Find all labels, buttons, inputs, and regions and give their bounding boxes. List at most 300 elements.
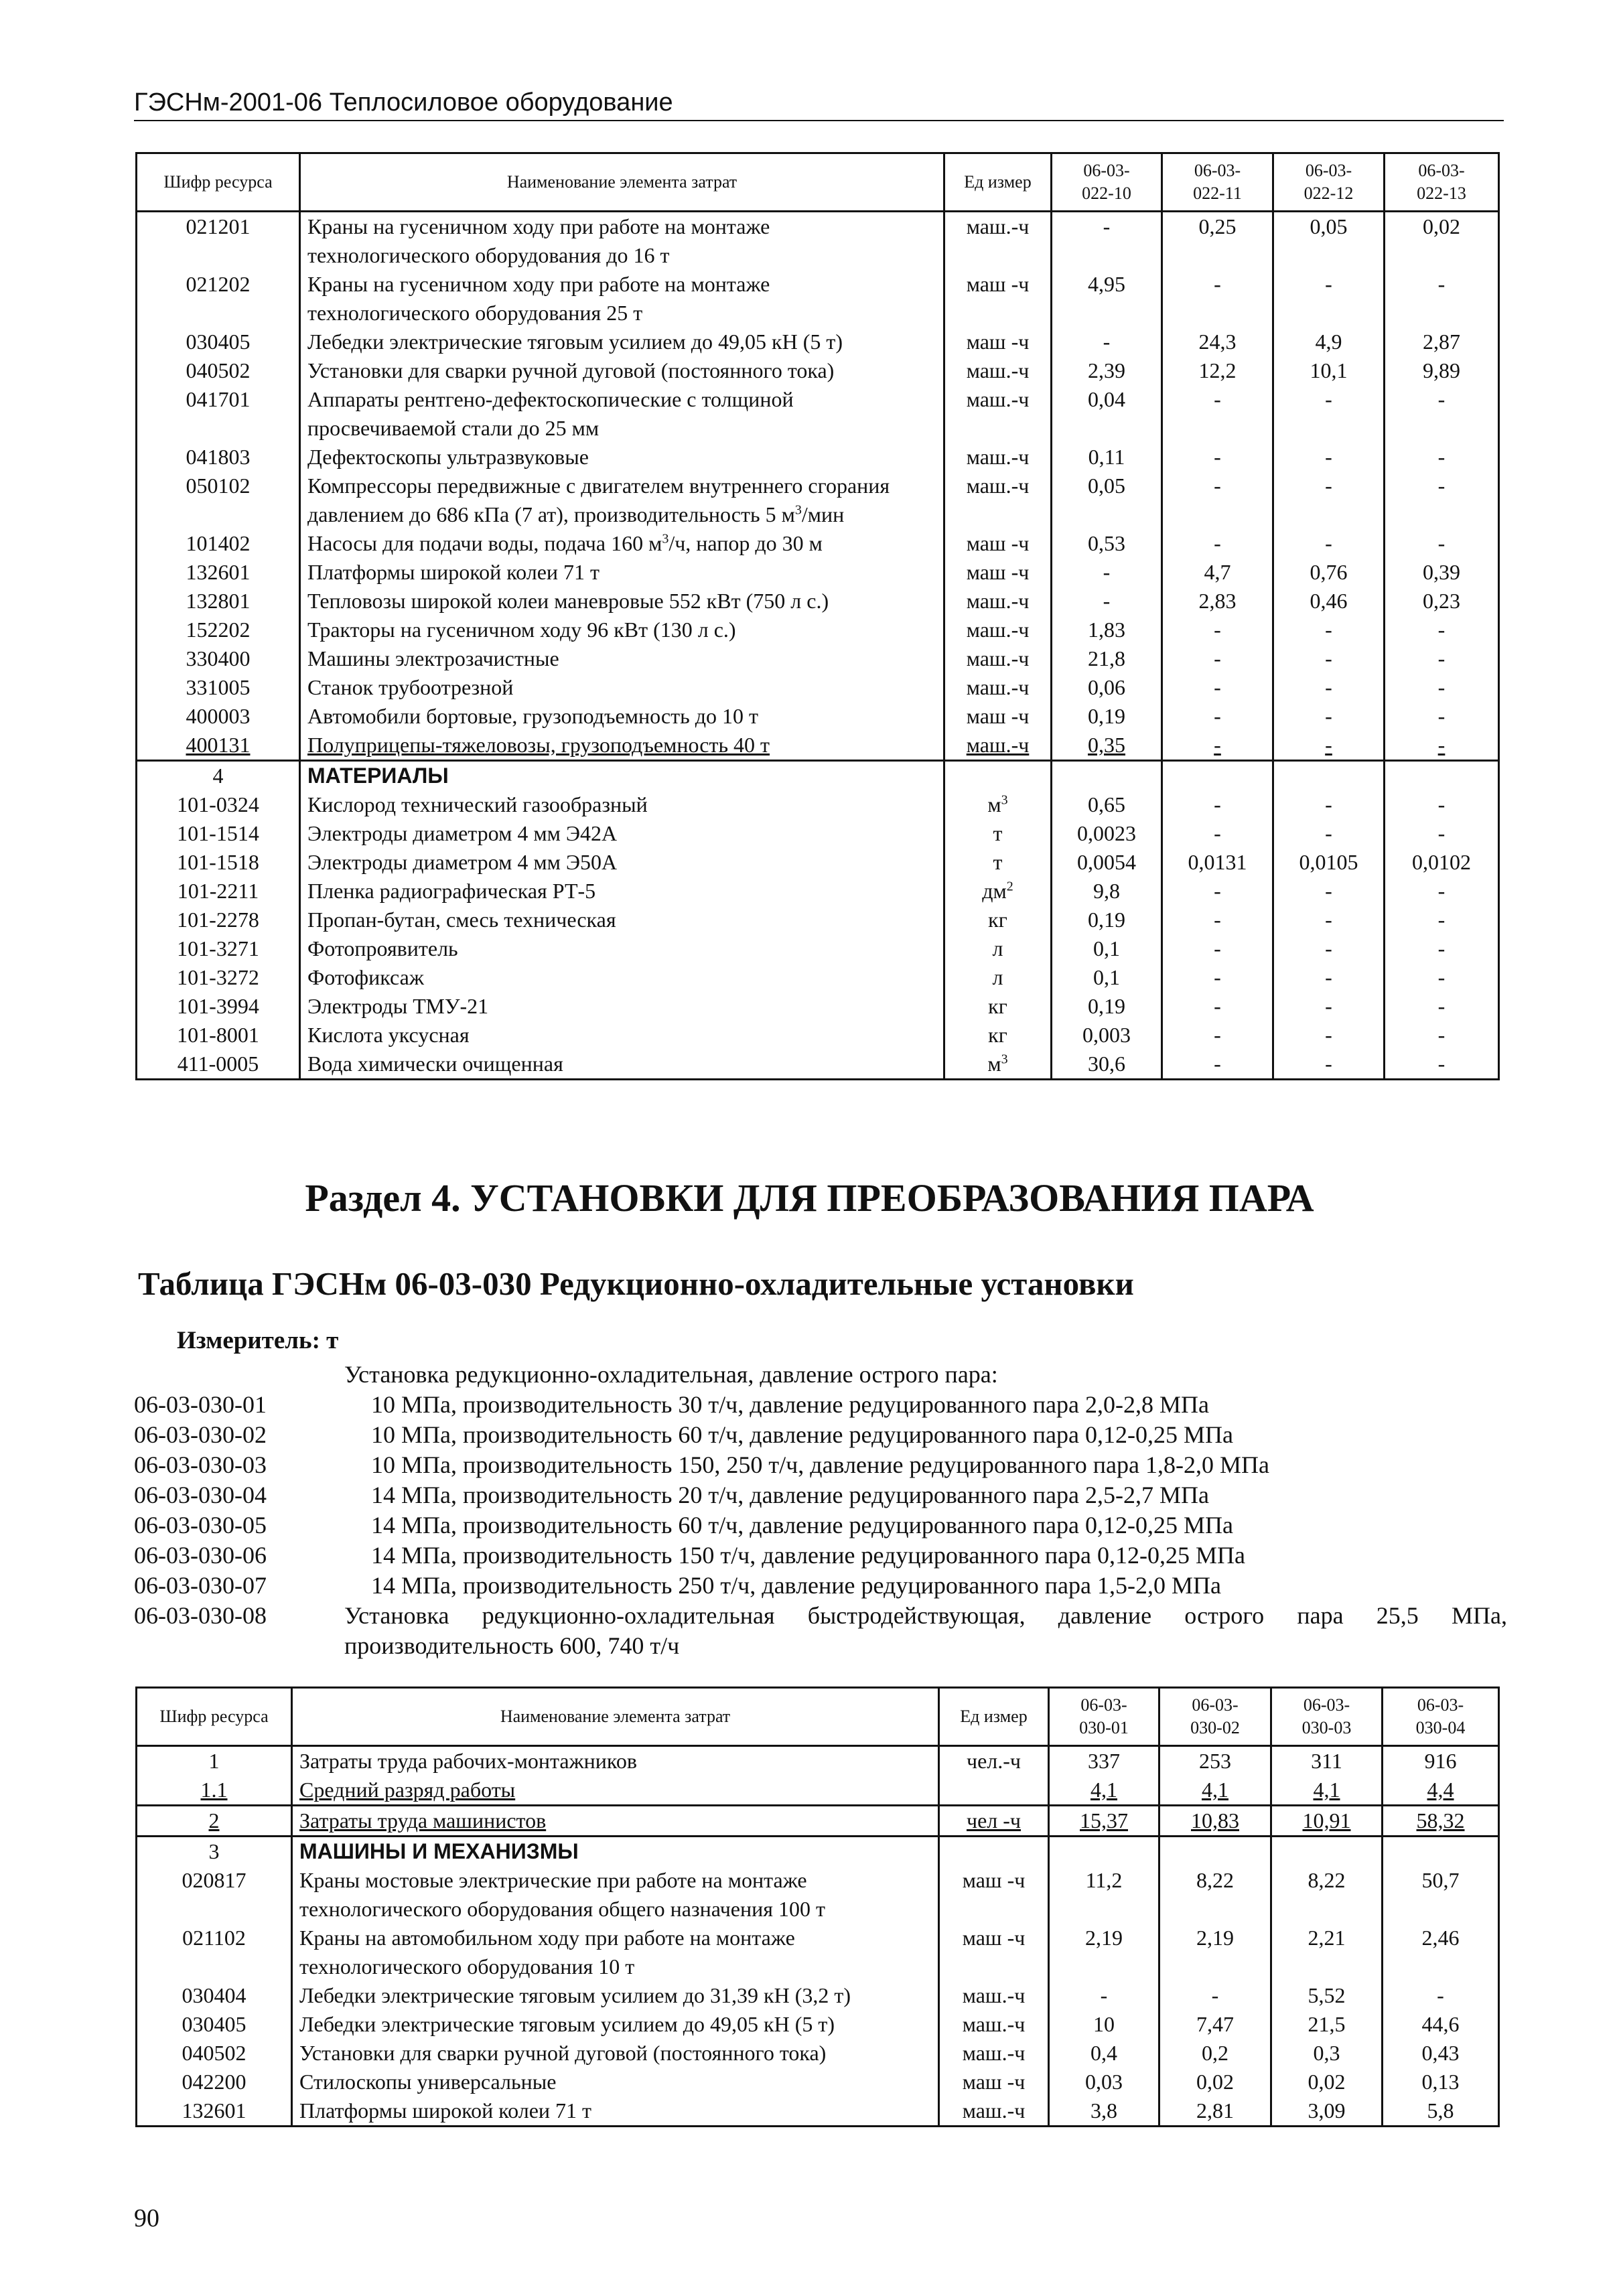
unit-cell xyxy=(939,1776,1049,1806)
table-row xyxy=(137,963,1499,992)
value-cell: 10,91 xyxy=(1271,1806,1383,1837)
value-cell: - xyxy=(1385,529,1499,558)
table-row xyxy=(137,992,1499,1021)
table-row xyxy=(137,702,1499,731)
value-cell: 21,8 xyxy=(1052,644,1162,673)
resource-code: 020817 xyxy=(137,1866,292,1924)
value-cell: - xyxy=(1273,644,1385,673)
value-cell: 0,19 xyxy=(1052,992,1162,1021)
resource-code: 040502 xyxy=(137,356,300,385)
value-cell: 2,21 xyxy=(1271,1924,1383,1981)
unit-cell: маш -ч xyxy=(944,702,1052,731)
value-cell: - xyxy=(1273,270,1385,328)
value-cell: - xyxy=(1273,702,1385,731)
table-row xyxy=(137,1866,1499,1924)
value-cell: 2,87 xyxy=(1385,328,1499,356)
value-cell: - xyxy=(1273,934,1385,963)
value-cell: 0,06 xyxy=(1052,673,1162,702)
resource-table-030 xyxy=(135,1687,1500,2127)
unit-cell: чел.-ч xyxy=(939,1746,1049,1776)
value-cell: - xyxy=(1385,819,1499,848)
variant-row xyxy=(134,1510,1507,1540)
value-cell: - xyxy=(1162,443,1273,472)
cost-element-name: Краны на автомобильном ходу при работе на монтаже технологического оборудования 10 т xyxy=(292,1924,939,1981)
value-cell: 0,76 xyxy=(1273,558,1385,587)
table-row xyxy=(137,1050,1499,1080)
resource-code: 132801 xyxy=(137,587,300,616)
value-cell: 10,1 xyxy=(1273,356,1385,385)
value-cell: 21,5 xyxy=(1271,2010,1383,2039)
unit-cell: маш.-ч xyxy=(944,587,1052,616)
table-row xyxy=(137,270,1499,328)
variant-row xyxy=(134,1450,1507,1480)
value-cell: 2,19 xyxy=(1159,1924,1271,1981)
unit-cell: маш.-ч xyxy=(939,1981,1049,2010)
value-cell: - xyxy=(1385,616,1499,644)
unit-cell: кг xyxy=(944,1021,1052,1050)
variants-list xyxy=(134,1390,1507,1661)
unit-cell: маш.-ч xyxy=(944,356,1052,385)
value-cell: - xyxy=(1385,472,1499,529)
column-header-3: 06-03- 022-10 xyxy=(1052,153,1162,212)
value-cell: 311 xyxy=(1271,1746,1383,1776)
value-cell: 58,32 xyxy=(1383,1806,1499,1837)
column-header-5: 06-03- 022-12 xyxy=(1273,153,1385,212)
value-cell: 253 xyxy=(1159,1746,1271,1776)
value-cell: 44,6 xyxy=(1383,2010,1499,2039)
value-cell: - xyxy=(1273,385,1385,443)
value-cell: 4,95 xyxy=(1052,270,1162,328)
variant-text: 10 МПа, производительность 150, 250 т/ч, давление редуцированного пара 1,8-2,0 МПа xyxy=(371,1451,1269,1478)
resource-code: 132601 xyxy=(137,2096,292,2127)
resource-code: 101-8001 xyxy=(137,1021,300,1050)
resource-code: 101-1518 xyxy=(137,848,300,877)
value-cell: 0,003 xyxy=(1052,1021,1162,1050)
value-cell: - xyxy=(1162,1021,1273,1050)
cost-element-name: Средний разряд работы xyxy=(292,1776,939,1806)
variant-text: 14 МПа, производительность 250 т/ч, давление редуцированного пара 1,5-2,0 МПа xyxy=(371,1572,1221,1599)
resource-code: 041803 xyxy=(137,443,300,472)
unit-cell: маш.-ч xyxy=(944,673,1052,702)
value-cell: 5,52 xyxy=(1271,1981,1383,2010)
cost-element-name: Станок трубоотрезной xyxy=(300,673,944,702)
column-header-4: 06-03- 022-11 xyxy=(1162,153,1273,212)
unit-cell: маш -ч xyxy=(939,1866,1049,1924)
value-cell: 0,0105 xyxy=(1273,848,1385,877)
value-cell: 0,02 xyxy=(1159,2068,1271,2096)
table-row xyxy=(137,2096,1499,2127)
unit-cell: кг xyxy=(944,906,1052,934)
column-header-3: 06-03- 030-01 xyxy=(1049,1688,1159,1746)
table-header-row xyxy=(137,153,1499,212)
value-cell xyxy=(1385,761,1499,791)
value-cell xyxy=(1273,761,1385,791)
resource-code: 041701 xyxy=(137,385,300,443)
variant-code: 06-03-030-08 xyxy=(134,1602,267,1629)
cost-element-name: Тракторы на гусеничном ходу 96 кВт (130 л с.) xyxy=(300,616,944,644)
value-cell: - xyxy=(1273,443,1385,472)
value-cell: - xyxy=(1385,673,1499,702)
table-row xyxy=(137,1981,1499,2010)
value-cell: 0,43 xyxy=(1383,2039,1499,2068)
unit-cell: $м^3$ xyxy=(944,790,1052,819)
table-row xyxy=(137,934,1499,963)
value-cell: - xyxy=(1162,616,1273,644)
value-cell: - xyxy=(1273,877,1385,906)
variant-code: 06-03-030-04 xyxy=(134,1482,267,1508)
value-cell: 8,22 xyxy=(1159,1866,1271,1924)
unit-cell: маш -ч xyxy=(944,270,1052,328)
value-cell: - xyxy=(1385,877,1499,906)
value-cell: 0,19 xyxy=(1052,702,1162,731)
value-cell: 0,1 xyxy=(1052,934,1162,963)
cost-element-name: Пленка радиографическая РТ-5 xyxy=(300,877,944,906)
resource-code: 411-0005 xyxy=(137,1050,300,1080)
value-cell: - xyxy=(1273,819,1385,848)
value-cell: - xyxy=(1162,1050,1273,1080)
cost-element-name: Тепловозы широкой колеи маневровые 552 кВт (750 л с.) xyxy=(300,587,944,616)
cost-element-name: Лебедки электрические тяговым усилием до 49,05 кН (5 т) xyxy=(292,2010,939,2039)
column-header-0: Шифр ресурса xyxy=(137,1688,292,1746)
value-cell: - xyxy=(1273,1021,1385,1050)
variant-text: 10 МПа, производительность 60 т/ч, давление редуцированного пара 0,12-0,25 МПа xyxy=(371,1421,1233,1448)
value-cell xyxy=(1383,1837,1499,1867)
value-cell: 0,4 xyxy=(1049,2039,1159,2068)
value-cell: 2,19 xyxy=(1049,1924,1159,1981)
cost-element-name: Компрессоры передвижные с двигателем внутреннего сгорания давлением до 686 кПа (7 ат), производительность 5 $м^3$/мин xyxy=(300,472,944,529)
cost-element-name: Установки для сварки ручной дуговой (постоянного тока) xyxy=(292,2039,939,2068)
table-row xyxy=(137,1746,1499,1776)
meter-value: т xyxy=(326,1327,339,1354)
table-row xyxy=(137,2068,1499,2096)
resource-code: 040502 xyxy=(137,2039,292,2068)
table-row xyxy=(137,819,1499,848)
value-cell: 15,37 xyxy=(1049,1806,1159,1837)
value-cell: 0,65 xyxy=(1052,790,1162,819)
value-cell: 4,1 xyxy=(1049,1776,1159,1806)
resource-code: 101-1514 xyxy=(137,819,300,848)
unit-cell: маш.-ч xyxy=(944,212,1052,271)
value-cell: - xyxy=(1162,731,1273,761)
value-cell: - xyxy=(1385,270,1499,328)
cost-element-name: Электроды ТМУ-21 xyxy=(300,992,944,1021)
value-cell: 0,46 xyxy=(1273,587,1385,616)
unit-cell: маш -ч xyxy=(939,2068,1049,2096)
variant-code: 06-03-030-07 xyxy=(134,1572,267,1599)
value-cell: 2,83 xyxy=(1162,587,1273,616)
unit-cell: маш.-ч xyxy=(939,2039,1049,2068)
value-cell: - xyxy=(1159,1981,1271,2010)
unit-cell: маш.-ч xyxy=(944,385,1052,443)
resource-code: 1.1 xyxy=(137,1776,292,1806)
value-cell: 0,0131 xyxy=(1162,848,1273,877)
resource-code: 021202 xyxy=(137,270,300,328)
cost-element-name: Платформы широкой колеи 71 т xyxy=(292,2096,939,2127)
value-cell: - xyxy=(1162,644,1273,673)
cost-element-name: Вода химически очищенная xyxy=(300,1050,944,1080)
value-cell: - xyxy=(1162,673,1273,702)
unit-cell: т xyxy=(944,848,1052,877)
value-cell: - xyxy=(1162,790,1273,819)
value-cell: 0,25 xyxy=(1162,212,1273,271)
value-cell: - xyxy=(1049,1981,1159,2010)
value-cell xyxy=(1049,1837,1159,1867)
value-cell: - xyxy=(1162,992,1273,1021)
variant-code: 06-03-030-05 xyxy=(134,1512,267,1538)
cost-element-name: Аппараты рентгено-дефектоскопические с толщиной просвечиваемой стали до 25 мм xyxy=(300,385,944,443)
column-header-1: Наименование элемента затрат xyxy=(292,1688,939,1746)
table-row xyxy=(137,731,1499,761)
group-header-row xyxy=(137,1837,1499,1867)
variant-row xyxy=(134,1390,1507,1420)
table-row xyxy=(137,1021,1499,1050)
value-cell: - xyxy=(1052,328,1162,356)
value-cell: - xyxy=(1052,587,1162,616)
cost-element-name: Лебедки электрические тяговым усилием до 49,05 кН (5 т) xyxy=(300,328,944,356)
header-title: ГЭСНм-2001-06 Теплосиловое оборудование xyxy=(134,88,673,117)
cost-element-name: Краны мостовые электрические при работе на монтаже технологического оборудования общего назначения 100 т xyxy=(292,1866,939,1924)
value-cell: - xyxy=(1273,529,1385,558)
variant-code: 06-03-030-02 xyxy=(134,1421,267,1448)
table-row xyxy=(137,443,1499,472)
table-row xyxy=(137,877,1499,906)
value-cell: 2,81 xyxy=(1159,2096,1271,2127)
unit-cell: чел -ч xyxy=(939,1806,1049,1837)
table-title: Таблица ГЭСНм 06-03-030 Редукционно-охладительные установки xyxy=(138,1265,1134,1302)
value-cell: 0,11 xyxy=(1052,443,1162,472)
value-cell: 0,35 xyxy=(1052,731,1162,761)
unit-cell: маш.-ч xyxy=(944,644,1052,673)
value-cell: - xyxy=(1273,963,1385,992)
value-cell: - xyxy=(1385,1021,1499,1050)
table-body xyxy=(137,1746,1499,2127)
value-cell: - xyxy=(1162,877,1273,906)
value-cell xyxy=(1052,761,1162,791)
value-cell: - xyxy=(1273,673,1385,702)
page-number: 90 xyxy=(134,2204,159,2232)
table-row xyxy=(137,673,1499,702)
value-cell: 0,0023 xyxy=(1052,819,1162,848)
column-header-2: Ед измер xyxy=(944,153,1052,212)
resource-code: 101-3272 xyxy=(137,963,300,992)
unit-cell: т xyxy=(944,819,1052,848)
table-row xyxy=(137,790,1499,819)
table-body xyxy=(137,212,1499,1080)
cost-element-name: Электроды диаметром 4 мм Э50А xyxy=(300,848,944,877)
table-row xyxy=(137,616,1499,644)
value-cell: - xyxy=(1385,443,1499,472)
variant-text: Установка редукционно-охладительная быстродействующая, давление острого пара 25,5 МПа, производительность 600, 740 т/ч xyxy=(344,1602,1507,1659)
resource-code: 030404 xyxy=(137,1981,292,2010)
value-cell: 0,19 xyxy=(1052,906,1162,934)
resource-code: 101402 xyxy=(137,529,300,558)
table-row xyxy=(137,906,1499,934)
value-cell: - xyxy=(1385,731,1499,761)
variant-text: 14 МПа, производительность 150 т/ч, давление редуцированного пара 0,12-0,25 МПа xyxy=(371,1542,1245,1569)
unit-cell: маш.-ч xyxy=(944,731,1052,761)
cost-element-name: Кислота уксусная xyxy=(300,1021,944,1050)
value-cell: 0,0054 xyxy=(1052,848,1162,877)
cost-element-name: Кислород технический газообразный xyxy=(300,790,944,819)
value-cell: 10 xyxy=(1049,2010,1159,2039)
value-cell: - xyxy=(1385,934,1499,963)
unit-cell: маш -ч xyxy=(944,328,1052,356)
section-title: Раздел 4. УСТАНОВКИ ДЛЯ ПРЕОБРАЗОВАНИЯ ПАРА xyxy=(305,1176,1314,1220)
value-cell: - xyxy=(1273,992,1385,1021)
value-cell: 12,2 xyxy=(1162,356,1273,385)
unit-cell: $дм^2$ xyxy=(944,877,1052,906)
value-cell: 0,02 xyxy=(1271,2068,1383,2096)
variant-text: 10 МПа, производительность 30 т/ч, давление редуцированного пара 2,0-2,8 МПа xyxy=(371,1391,1209,1418)
table-row xyxy=(137,2010,1499,2039)
unit-cell: маш -ч xyxy=(944,558,1052,587)
cost-element-name: Электроды диаметром 4 мм Э42А xyxy=(300,819,944,848)
variant-code: 06-03-030-03 xyxy=(134,1451,267,1478)
value-cell: - xyxy=(1385,702,1499,731)
resource-code: 050102 xyxy=(137,472,300,529)
value-cell: 0,1 xyxy=(1052,963,1162,992)
table-row xyxy=(137,1806,1499,1837)
resource-code: 030405 xyxy=(137,328,300,356)
table-row xyxy=(137,356,1499,385)
cost-element-name: Фотопроявитель xyxy=(300,934,944,963)
unit-cell: маш.-ч xyxy=(944,472,1052,529)
value-cell: - xyxy=(1385,963,1499,992)
unit-cell: маш.-ч xyxy=(944,616,1052,644)
cost-element-name: Затраты труда машинистов xyxy=(292,1806,939,1837)
resource-code: 1 xyxy=(137,1746,292,1776)
resource-code: 101-2278 xyxy=(137,906,300,934)
resource-code: 152202 xyxy=(137,616,300,644)
table-row xyxy=(137,1776,1499,1806)
variant-code: 06-03-030-01 xyxy=(134,1391,267,1418)
variant-row xyxy=(134,1540,1507,1571)
cost-element-name: Лебедки электрические тяговым усилием до 31,39 кН (3,2 т) xyxy=(292,1981,939,2010)
resource-code: 021201 xyxy=(137,212,300,271)
unit-cell: л xyxy=(944,963,1052,992)
resource-code: 101-3994 xyxy=(137,992,300,1021)
value-cell: 0,04 xyxy=(1052,385,1162,443)
value-cell xyxy=(1162,761,1273,791)
value-cell: 50,7 xyxy=(1383,1866,1499,1924)
value-cell: 0,05 xyxy=(1052,472,1162,529)
value-cell: 5,8 xyxy=(1383,2096,1499,2127)
variant-row xyxy=(134,1571,1507,1601)
value-cell: 0,0102 xyxy=(1385,848,1499,877)
value-cell: 11,2 xyxy=(1049,1866,1159,1924)
resource-code: 400003 xyxy=(137,702,300,731)
value-cell: - xyxy=(1273,616,1385,644)
value-cell: - xyxy=(1162,819,1273,848)
value-cell: 7,47 xyxy=(1159,2010,1271,2039)
column-header-4: 06-03- 030-02 xyxy=(1159,1688,1271,1746)
value-cell: 0,23 xyxy=(1385,587,1499,616)
unit-cell: маш.-ч xyxy=(939,2010,1049,2039)
variant-code: 06-03-030-06 xyxy=(134,1542,267,1569)
value-cell: 10,83 xyxy=(1159,1806,1271,1837)
value-cell: - xyxy=(1162,472,1273,529)
value-cell: 916 xyxy=(1383,1746,1499,1776)
cost-element-name: Фотофиксаж xyxy=(300,963,944,992)
value-cell: - xyxy=(1162,963,1273,992)
value-cell: 337 xyxy=(1049,1746,1159,1776)
resource-code: 4 xyxy=(137,761,300,791)
resource-code: 330400 xyxy=(137,644,300,673)
table-row xyxy=(137,558,1499,587)
resource-code: 101-0324 xyxy=(137,790,300,819)
table-row xyxy=(137,1924,1499,1981)
resource-code: 331005 xyxy=(137,673,300,702)
value-cell: 1,83 xyxy=(1052,616,1162,644)
value-cell: 0,3 xyxy=(1271,2039,1383,2068)
variant-row xyxy=(134,1601,1507,1661)
column-header-5: 06-03- 030-03 xyxy=(1271,1688,1383,1746)
resource-code: 2 xyxy=(137,1806,292,1837)
value-cell: - xyxy=(1273,790,1385,819)
value-cell: 0,2 xyxy=(1159,2039,1271,2068)
table-row xyxy=(137,2039,1499,2068)
variants-intro: Установка редукционно-охладительная, давление острого пара: xyxy=(344,1361,998,1388)
value-cell: 8,22 xyxy=(1271,1866,1383,1924)
cost-element-name: МАШИНЫ И МЕХАНИЗМЫ xyxy=(292,1837,939,1867)
value-cell: - xyxy=(1273,472,1385,529)
cost-element-name: МАТЕРИАЛЫ xyxy=(300,761,944,791)
table-row xyxy=(137,644,1499,673)
value-cell: 4,4 xyxy=(1383,1776,1499,1806)
value-cell: - xyxy=(1162,529,1273,558)
value-cell: - xyxy=(1162,270,1273,328)
cost-element-name: Платформы широкой колеи 71 т xyxy=(300,558,944,587)
column-header-2: Ед измер xyxy=(939,1688,1049,1746)
value-cell: - xyxy=(1385,1050,1499,1080)
value-cell: - xyxy=(1162,906,1273,934)
value-cell xyxy=(1159,1837,1271,1867)
unit-cell: маш -ч xyxy=(939,1924,1049,1981)
value-cell: 3,09 xyxy=(1271,2096,1383,2127)
table-row xyxy=(137,328,1499,356)
value-cell: 4,9 xyxy=(1273,328,1385,356)
variant-row xyxy=(134,1420,1507,1450)
unit-cell: $м^3$ xyxy=(944,1050,1052,1080)
resource-code: 132601 xyxy=(137,558,300,587)
value-cell: - xyxy=(1273,906,1385,934)
value-cell: 24,3 xyxy=(1162,328,1273,356)
variant-row xyxy=(134,1480,1507,1510)
value-cell: - xyxy=(1385,385,1499,443)
resource-code: 101-3271 xyxy=(137,934,300,963)
value-cell: 0,39 xyxy=(1385,558,1499,587)
value-cell: - xyxy=(1162,934,1273,963)
value-cell: 0,02 xyxy=(1385,212,1499,271)
table-row xyxy=(137,848,1499,877)
unit-cell: маш -ч xyxy=(944,529,1052,558)
table-row xyxy=(137,385,1499,443)
resource-code: 101-2211 xyxy=(137,877,300,906)
table-row xyxy=(137,529,1499,558)
column-header-6: 06-03- 030-04 xyxy=(1383,1688,1499,1746)
value-cell: 3,8 xyxy=(1049,2096,1159,2127)
unit-cell xyxy=(944,761,1052,791)
value-cell: 2,46 xyxy=(1383,1924,1499,1981)
value-cell: 30,6 xyxy=(1052,1050,1162,1080)
meter-label: Измеритель: xyxy=(177,1327,320,1354)
column-header-1: Наименование элемента затрат xyxy=(300,153,944,212)
cost-element-name: Полуприцепы-тяжеловозы, грузоподъемность 40 т xyxy=(300,731,944,761)
unit-cell: кг xyxy=(944,992,1052,1021)
table-row xyxy=(137,472,1499,529)
value-cell: 0,03 xyxy=(1049,2068,1159,2096)
cost-element-name: Автомобили бортовые, грузоподъемность до 10 т xyxy=(300,702,944,731)
